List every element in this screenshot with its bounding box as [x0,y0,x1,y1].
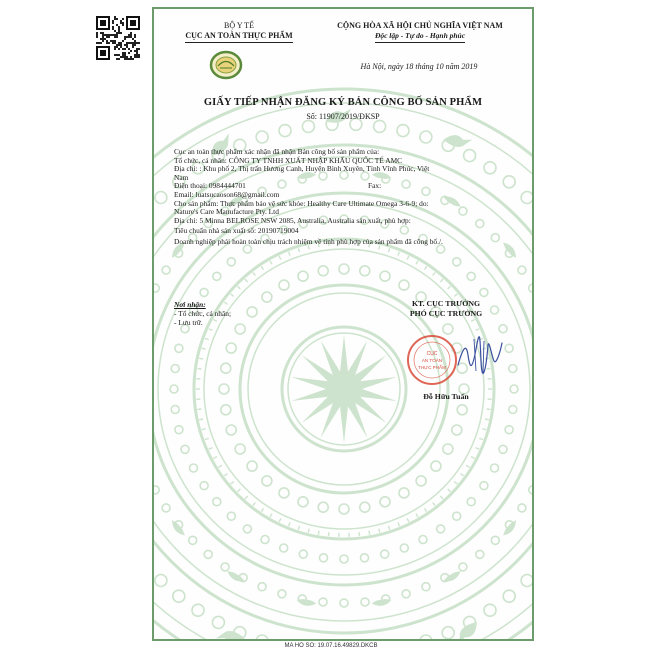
email-line: Email: luatsucaoson68@gmail.com [174,189,280,199]
agency-logo-icon [208,47,244,83]
manufacturer-line: Nature's Care Manufacture Pty. Ltd [174,207,279,217]
signer-role: KT. CỤC TRƯỞNG [411,299,481,308]
fax-text: Fax: [368,181,382,191]
document-body [174,148,524,247]
qr-code [96,16,140,60]
recipient-item: - Lưu trữ. [174,318,203,327]
national-header [304,21,534,43]
intro-line: Cục an toàn thực phẩm xác nhận đã nhận Bản công bố sản phẩm của: [174,147,380,156]
signature-title [386,299,506,319]
agency-ministry: BỘ Y TẾ [224,21,254,30]
dossier-code: MA HO SO: 19.07.16.49829.DKCB [284,643,378,649]
manufacturer-address-line: Địa chỉ: 5 Minna BELROSE NSW 2085, Australia, Australia sản xuất, phù hợp: [174,215,411,225]
recipients-heading: Nơi nhận: [174,300,206,309]
standard-line: Tiêu chuẩn nhà sản xuất số: 20190719004 [174,226,299,236]
recipient-item: - Tổ chức, cá nhân; [174,309,232,318]
certificate-document [152,7,534,641]
product-line: Cho sản phẩm: Thực phẩm bảo vệ sức khỏe: Healthy Care Ultimate Omega 3-6-9; do: [174,198,429,208]
phone-text: Điện thoại: 0984444701 [174,181,246,191]
svg-text:CỤC: CỤC [426,351,438,357]
svg-text:THỰC PHẨM: THỰC PHẨM [418,365,446,370]
country-name: CỘNG HÒA XÃ HỘI CHỦ NGHĨA VIỆT NAM [337,21,503,30]
agency-department: CỤC AN TOÀN THỰC PHẨM [185,31,292,43]
signer-name: Đỗ Hữu Tuấn [423,392,469,401]
national-motto: Độc lập - Tự do - Hạnh phúc [375,31,465,43]
handwritten-signature [454,331,506,379]
address-line-cont: Nam [174,172,189,182]
svg-text:AN TOÀN: AN TOÀN [421,358,443,363]
address-line: Địa chỉ: : Khu phố 2, Thị trấn Hương Canh, Huyện Bình Xuyên, Tỉnh Vĩnh Phúc, Việt [174,164,430,174]
organization-line: Tổ chức, cá nhân: CÔNG TY TNHH XUẤT NHẬP KHẨU QUỐC TẾ AMC [174,155,403,165]
responsibility-line: Doanh nghiệp phải hoàn toàn chịu trách nhiệm về tính phù hợp của sản phẩm đã công bố./. [174,236,443,246]
recipients-block [174,300,231,327]
phone-fax-line [174,182,524,191]
issue-date: Hà Nội, ngày 18 tháng 10 năm 2019 [360,62,478,71]
document-number: Số: 11907/2019/ĐKSP [306,112,380,121]
issuing-agency [174,21,304,43]
document-title: GIẤY TIẾP NHẬN ĐĂNG KÝ BẢN CÔNG BỐ SẢN PHẨM [203,97,483,108]
official-stamp [405,333,459,387]
signer-position: PHÓ CỤC TRƯỞNG [409,309,483,318]
